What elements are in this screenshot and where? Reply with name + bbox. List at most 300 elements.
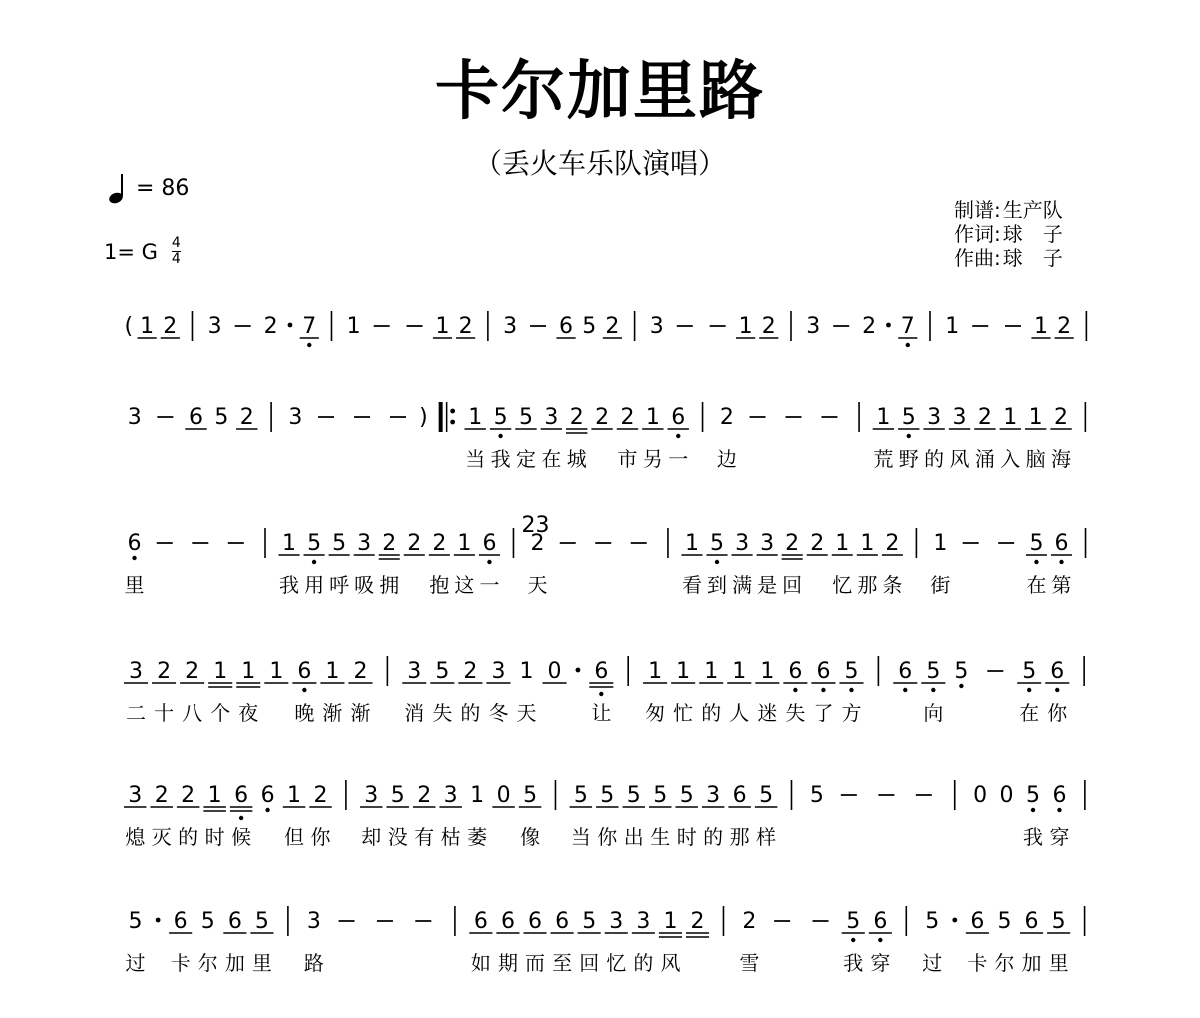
- note: 3: [288, 405, 303, 430]
- score-item: [292, 659, 316, 725]
- lyric: 我: [490, 447, 511, 471]
- score-item: [124, 659, 148, 725]
- credit-label: 制谱:: [954, 198, 1001, 222]
- credit-value: 球 子: [1002, 222, 1063, 246]
- note: 1: [760, 659, 775, 684]
- note: 6: [1052, 783, 1067, 808]
- score-item: [486, 659, 510, 725]
- note: 5: [200, 909, 215, 934]
- score-item: [124, 783, 146, 849]
- note: 5: [926, 659, 941, 684]
- lyric: 卡: [170, 951, 191, 975]
- note: 5: [846, 909, 861, 934]
- lyric: 了: [813, 701, 834, 725]
- low-octave-dot: [906, 343, 910, 347]
- score-item: [994, 909, 1014, 975]
- note: 2: [382, 531, 397, 556]
- lyric: 拥: [379, 573, 400, 597]
- lyric: 二: [126, 701, 147, 725]
- note: 5: [1022, 659, 1037, 684]
- score-item: [1051, 531, 1072, 597]
- note: 2: [463, 659, 478, 684]
- repeat-dot: [450, 420, 455, 425]
- score-item: [717, 405, 737, 471]
- note: 5: [523, 783, 538, 808]
- note: 5: [1026, 783, 1041, 808]
- lyric: 样: [756, 825, 777, 849]
- score-item: [857, 531, 878, 597]
- score-item: [138, 314, 157, 339]
- low-octave-dot: [907, 434, 911, 438]
- lyric: 的: [460, 701, 481, 725]
- note: 1: [945, 314, 960, 339]
- score-item: [810, 783, 824, 808]
- lyric: 涌: [974, 447, 995, 471]
- lyric: 而: [525, 951, 546, 975]
- score-item: [320, 659, 344, 725]
- note: 7: [302, 314, 317, 339]
- score-item: [419, 405, 428, 430]
- score-item: [757, 531, 778, 597]
- lyric: 让: [591, 701, 612, 725]
- lyric: 你: [1047, 701, 1068, 725]
- note: 2: [605, 314, 620, 339]
- note: 0: [496, 783, 511, 808]
- note: 1: [704, 659, 719, 684]
- note: 2: [163, 314, 178, 339]
- lyric: 匆: [645, 701, 666, 725]
- note: 2: [458, 314, 473, 339]
- score-item: [952, 918, 957, 923]
- lyric: 熄: [125, 825, 146, 849]
- score-item: [811, 659, 835, 725]
- note: 5: [901, 405, 916, 430]
- score-item: [603, 314, 622, 339]
- note: 5: [518, 405, 533, 430]
- score-item: [605, 909, 628, 975]
- score-item: [582, 314, 596, 339]
- lyric: 人: [729, 701, 750, 725]
- note: 1: [1028, 405, 1043, 430]
- lyric: 野: [898, 447, 919, 471]
- lyric: 风: [949, 447, 970, 471]
- note: 1: [287, 783, 302, 808]
- score-item: [458, 659, 482, 725]
- score-item: [1017, 659, 1041, 725]
- lyric: 时: [204, 825, 225, 849]
- score-item: [1000, 783, 1014, 808]
- note: 2: [239, 405, 254, 430]
- score-item: [208, 659, 232, 725]
- note: 1: [457, 531, 472, 556]
- lyric: 回: [782, 573, 803, 597]
- score-item: [566, 405, 587, 471]
- lyric: 忆: [606, 951, 627, 975]
- lyric: 在: [1019, 701, 1040, 725]
- note: 5: [844, 659, 859, 684]
- score-item: [1025, 405, 1046, 471]
- lyric: 萎: [467, 825, 488, 849]
- score-item: [596, 783, 618, 849]
- note: 3: [407, 659, 422, 684]
- lyric: 的: [701, 701, 722, 725]
- score-item: [128, 405, 142, 430]
- note: 1: [207, 783, 222, 808]
- score-item: [465, 405, 486, 471]
- note: 6: [671, 405, 686, 430]
- score-item: [264, 314, 278, 339]
- score-item: [898, 405, 919, 471]
- score-item: [503, 314, 517, 339]
- score-item: [649, 783, 671, 849]
- note: 1: [684, 531, 699, 556]
- score-item: [439, 783, 461, 849]
- score-item: [543, 659, 567, 684]
- lyric: 八: [182, 701, 203, 725]
- score-item: [632, 909, 655, 975]
- lyric: 迷: [757, 701, 778, 725]
- note: 3: [706, 783, 721, 808]
- lyric: 条: [882, 573, 903, 597]
- lyric: 方: [841, 701, 862, 725]
- note: 3: [760, 531, 775, 556]
- score-item: [898, 314, 917, 347]
- note: 5: [679, 783, 694, 808]
- score-item: [467, 783, 487, 849]
- low-octave-dot: [821, 688, 825, 692]
- low-octave-dot: [793, 688, 797, 692]
- augmentation-dot: [952, 918, 957, 923]
- score-item: [736, 314, 755, 339]
- lyric: 另: [642, 447, 663, 471]
- score-item: [413, 783, 435, 849]
- lyric: 忆: [832, 573, 853, 597]
- note: 3: [128, 783, 143, 808]
- note: 3: [649, 314, 664, 339]
- low-octave-dot: [1057, 808, 1061, 812]
- lyric: 的: [924, 447, 945, 471]
- lyric: 至: [552, 951, 573, 975]
- score-item: [974, 405, 995, 471]
- score-item: [304, 531, 325, 597]
- score-item: [623, 783, 645, 849]
- score-item: [402, 659, 426, 725]
- score-item: [454, 531, 475, 597]
- score-item: [686, 909, 709, 937]
- score-item: [930, 531, 950, 597]
- note: 5: [653, 783, 668, 808]
- lyric: 里: [124, 573, 145, 597]
- low-octave-dot: [849, 688, 853, 692]
- score-item: [589, 659, 613, 725]
- note: 1: [269, 659, 284, 684]
- note: 2: [407, 531, 422, 556]
- score-item: [387, 783, 409, 849]
- score-item: [250, 909, 273, 975]
- score-item: [404, 531, 425, 556]
- note: 6: [898, 659, 913, 684]
- lyric: 候: [231, 825, 252, 849]
- note: 2: [313, 783, 328, 808]
- lyric: 我: [843, 951, 864, 975]
- note: 1: [282, 531, 297, 556]
- low-octave-dot: [676, 434, 680, 438]
- note: 1: [738, 314, 753, 339]
- note: 2: [595, 405, 610, 430]
- bracket: (: [124, 314, 134, 339]
- lyric: 一: [479, 573, 500, 597]
- note: 6: [788, 659, 803, 684]
- low-octave-dot: [931, 688, 935, 692]
- lyric: 你: [310, 825, 331, 849]
- score-item: [214, 405, 228, 430]
- note: 5: [954, 659, 969, 684]
- note: 5: [582, 909, 597, 934]
- note: 5: [390, 783, 405, 808]
- note: 1: [468, 405, 483, 430]
- score-item: [208, 314, 222, 339]
- note: 1: [835, 531, 850, 556]
- low-octave-dot: [132, 556, 136, 560]
- lyric: 我: [1023, 825, 1044, 849]
- note: 6: [1024, 909, 1039, 934]
- score-item: [1031, 314, 1050, 339]
- score-item: [945, 314, 959, 339]
- score-item: [300, 314, 319, 347]
- score-item: [329, 531, 350, 597]
- low-octave-dot: [487, 560, 491, 564]
- lyric: 满: [732, 573, 753, 597]
- lyric: 个: [210, 701, 231, 725]
- score-item: [288, 323, 293, 328]
- score-item: [479, 531, 500, 597]
- lyric: 失: [432, 701, 453, 725]
- lyric: 那: [729, 825, 750, 849]
- note: 6: [732, 783, 747, 808]
- note: 3: [491, 659, 506, 684]
- lyric: 定: [515, 447, 536, 471]
- note: 1: [241, 659, 256, 684]
- note: 1: [933, 531, 948, 556]
- score-item: [862, 314, 876, 339]
- score-item: [556, 314, 575, 339]
- lyric: 冬: [488, 701, 509, 725]
- lyric: 加: [1021, 951, 1042, 975]
- note: 5: [1029, 531, 1044, 556]
- note: 3: [207, 314, 222, 339]
- low-octave-dot: [959, 684, 963, 688]
- lyric: 我: [279, 573, 300, 597]
- low-octave-dot: [302, 688, 306, 692]
- note: 3: [544, 405, 559, 430]
- lyric: 晚: [294, 701, 315, 725]
- lyric: 雪: [739, 951, 760, 975]
- score-item: [807, 531, 828, 556]
- score-item: [1047, 909, 1070, 975]
- score-item: [516, 659, 536, 725]
- lyric: 回: [579, 951, 600, 975]
- score-item: [180, 659, 204, 725]
- score-item: [124, 314, 133, 339]
- note: 1: [325, 659, 340, 684]
- lyric: 那: [857, 573, 878, 597]
- lyric: 城: [566, 447, 587, 471]
- score-item: [456, 314, 475, 339]
- score-item: [441, 402, 455, 432]
- meter-bottom: 4: [171, 251, 181, 267]
- lyric: 路: [303, 951, 324, 975]
- credit-label: 作曲:: [954, 246, 1001, 270]
- note: 6: [594, 659, 609, 684]
- lyric: 街: [930, 573, 951, 597]
- note: 1: [860, 531, 875, 556]
- note: 5: [1051, 909, 1066, 934]
- score-item: [433, 314, 452, 339]
- lyric: 没: [387, 825, 408, 849]
- low-octave-dot: [599, 692, 603, 696]
- lyric: 抱: [429, 573, 450, 597]
- low-octave-dot: [307, 343, 311, 347]
- score-item: [1050, 783, 1070, 849]
- credit-value: 球 子: [1002, 246, 1063, 270]
- note: 6: [1054, 531, 1069, 556]
- note: 2: [620, 405, 635, 430]
- score-item: [839, 659, 863, 725]
- score-item: [922, 909, 942, 975]
- score-item: [354, 531, 375, 597]
- augmentation-dot: [156, 918, 161, 923]
- low-octave-dot: [312, 560, 316, 564]
- note: 2: [154, 783, 169, 808]
- lyric: 夜: [238, 701, 259, 725]
- lyric: 里: [1048, 951, 1069, 975]
- low-octave-dot: [1031, 808, 1035, 812]
- lyric: 但: [284, 825, 305, 849]
- score-item: [732, 531, 753, 597]
- lyric: 卡: [967, 951, 988, 975]
- bracket: ): [419, 405, 428, 430]
- score-item: [519, 783, 541, 849]
- score-item: [185, 405, 206, 430]
- lyric: 的: [703, 825, 724, 849]
- lyric: 荒: [873, 447, 894, 471]
- score-item: [973, 783, 987, 808]
- note: 1: [648, 659, 663, 684]
- lyric: 渐: [350, 701, 371, 725]
- score-item: [842, 909, 865, 975]
- lyric: 尔: [197, 951, 218, 975]
- lyric: 在: [1026, 573, 1047, 597]
- note: 2: [181, 783, 196, 808]
- lyric: 的: [178, 825, 199, 849]
- score-item: [469, 909, 492, 975]
- note: 3: [503, 314, 518, 339]
- note: 0: [973, 783, 988, 808]
- score-item: [230, 783, 252, 849]
- score-item: [650, 314, 664, 339]
- augmentation-dot: [886, 323, 891, 328]
- lyric: 脑: [1025, 447, 1046, 471]
- note: 6: [127, 531, 142, 556]
- note: 2: [530, 531, 545, 556]
- lyric: 里: [251, 951, 272, 975]
- note: 2: [1057, 314, 1072, 339]
- note: 6: [873, 909, 888, 934]
- note: 6: [816, 659, 831, 684]
- note: 2: [263, 314, 278, 339]
- note: 2: [690, 909, 705, 934]
- note: 6: [173, 909, 188, 934]
- score-item: [492, 783, 514, 808]
- note: 5: [128, 909, 143, 934]
- low-octave-dot: [851, 938, 855, 942]
- lyric: 加: [224, 951, 245, 975]
- score-item: [360, 783, 382, 849]
- score-item: [886, 323, 891, 328]
- note: 3: [609, 909, 624, 934]
- lyric: 这: [454, 573, 475, 597]
- note: 3: [357, 531, 372, 556]
- note: 1: [519, 659, 534, 684]
- score-item: [1020, 909, 1043, 975]
- score-item: [576, 668, 581, 673]
- note: 2: [785, 531, 800, 556]
- score-item: [739, 909, 759, 975]
- note: 2: [885, 531, 900, 556]
- score-item: [521, 513, 549, 597]
- score-item: [236, 659, 260, 725]
- note: 1: [876, 405, 891, 430]
- note: 5: [493, 405, 508, 430]
- low-octave-dot: [1055, 688, 1059, 692]
- note: 1: [663, 909, 678, 934]
- lyric: 第: [1051, 573, 1072, 597]
- note: 5: [582, 314, 597, 339]
- note: 6: [482, 531, 497, 556]
- lyric: 尔: [994, 951, 1015, 975]
- credit-label: 作词:: [954, 222, 1001, 246]
- lyric: 当: [570, 825, 591, 849]
- note: 0: [547, 659, 562, 684]
- score-item: [1055, 314, 1074, 339]
- score-item: [126, 909, 146, 975]
- low-octave-dot: [1034, 560, 1038, 564]
- score-item: [702, 783, 724, 849]
- score-item: [699, 659, 723, 725]
- lyric: 海: [1051, 447, 1072, 471]
- augmentation-dot: [288, 323, 293, 328]
- note: 3: [806, 314, 821, 339]
- score-item: [893, 659, 917, 692]
- lyric: 过: [922, 951, 943, 975]
- score-item: [309, 783, 331, 849]
- low-octave-dot: [1059, 560, 1063, 564]
- note: 0: [999, 783, 1014, 808]
- note: 2: [742, 909, 757, 934]
- song-title: 卡尔加里路: [435, 55, 765, 129]
- score-item: [523, 909, 546, 975]
- score-item: [643, 659, 667, 725]
- note: 6: [500, 909, 515, 934]
- note: 1: [1003, 405, 1018, 430]
- note: 5: [759, 783, 774, 808]
- note: 1: [346, 314, 361, 339]
- score-item: [570, 783, 592, 849]
- score-item: [347, 314, 361, 339]
- lyric: 渐: [322, 701, 343, 725]
- note: 3: [443, 783, 458, 808]
- lyric: 出: [623, 825, 644, 849]
